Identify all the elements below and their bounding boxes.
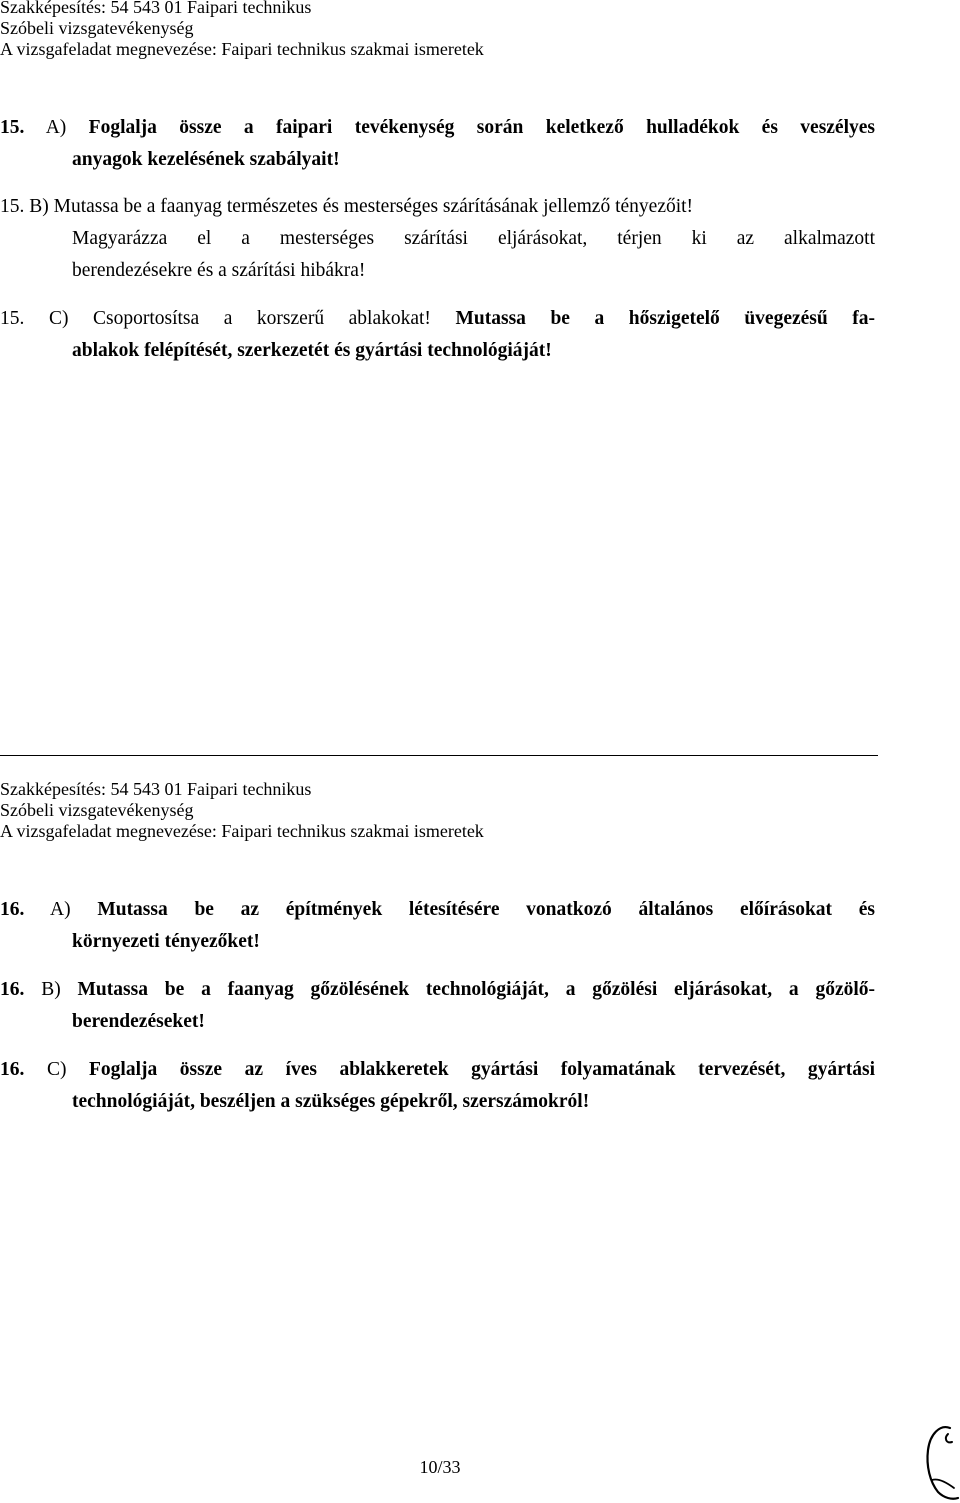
header-qualification: Szakképesítés: 54 543 01 Faipari technikus xyxy=(0,779,312,799)
question-text: Mutassa be az építmények létesítésére vonatkozó általános előírásokat és xyxy=(97,899,875,920)
question-number: 15. xyxy=(0,196,25,217)
question-number: 16. xyxy=(0,979,25,1000)
header-task-name: A vizsgafeladat megnevezése: Faipari technikus szakmai ismeretek xyxy=(0,821,484,841)
question-text: Foglalja össze a faipari tevékenység során keletkező hulladékok és veszélyes xyxy=(88,117,876,138)
question-number: 15. xyxy=(0,117,25,138)
question-15a xyxy=(0,112,875,176)
header-activity: Szóbeli vizsgatevékenység xyxy=(0,18,194,38)
question-text-cont: berendezéseket! xyxy=(72,1011,205,1032)
signature-mark xyxy=(918,1420,960,1503)
question-16b xyxy=(0,974,875,1038)
header-qualification: Szakképesítés: 54 543 01 Faipari technikus xyxy=(0,0,312,17)
question-label: B) xyxy=(29,196,49,217)
question-text: Mutassa be a faanyag természetes és mesterséges szárításának jellemző tényezőit! xyxy=(53,196,694,217)
question-number: 15. xyxy=(0,308,25,329)
question-text-cont: technológiáját, beszéljen a szükséges gépekről, szerszámokról! xyxy=(72,1091,590,1112)
question-15c xyxy=(0,303,875,367)
header-bottom xyxy=(0,779,900,842)
question-text-cont: környezeti tényezőket! xyxy=(72,931,260,952)
question-text-cont: ablakok felépítését, szerkezetét és gyártási technológiáját! xyxy=(72,340,552,361)
question-text-cont: Magyarázza el a mesterséges szárítási eljárásokat, térjen ki az alkalmazott xyxy=(72,228,875,249)
header-top xyxy=(0,0,900,60)
question-text: Csoportosítsa a korszerű ablakokat! xyxy=(93,308,431,329)
question-text-bold: Mutassa be a hőszigetelő üvegezésű fa- xyxy=(455,308,876,329)
header-task-name: A vizsgafeladat megnevezése: Faipari technikus szakmai ismeretek xyxy=(0,39,484,59)
question-number: 16. xyxy=(0,1059,25,1080)
question-label: A) xyxy=(50,899,71,920)
question-number: 16. xyxy=(0,899,25,920)
page-number: 10/33 xyxy=(419,1457,461,1477)
question-text-cont: berendezésekre és a szárítási hibákra! xyxy=(72,260,366,281)
question-text: Foglalja össze az íves ablakkeretek gyártási folyamatának tervezését, gyártási xyxy=(89,1059,876,1080)
question-16c xyxy=(0,1054,875,1118)
question-text: Mutassa be a faanyag gőzölésének technológiáját, a gőzölési eljárásokat, a gőzölő- xyxy=(77,979,876,1000)
question-15b xyxy=(0,191,875,287)
header-activity: Szóbeli vizsgatevékenység xyxy=(0,800,194,820)
question-text-cont: anyagok kezelésének szabályait! xyxy=(72,149,340,170)
question-label: C) xyxy=(46,1059,67,1080)
page-separator xyxy=(0,755,878,756)
question-16a xyxy=(0,894,875,958)
question-label: A) xyxy=(45,117,67,138)
question-label: B) xyxy=(41,979,61,1000)
question-label: C) xyxy=(48,308,69,329)
